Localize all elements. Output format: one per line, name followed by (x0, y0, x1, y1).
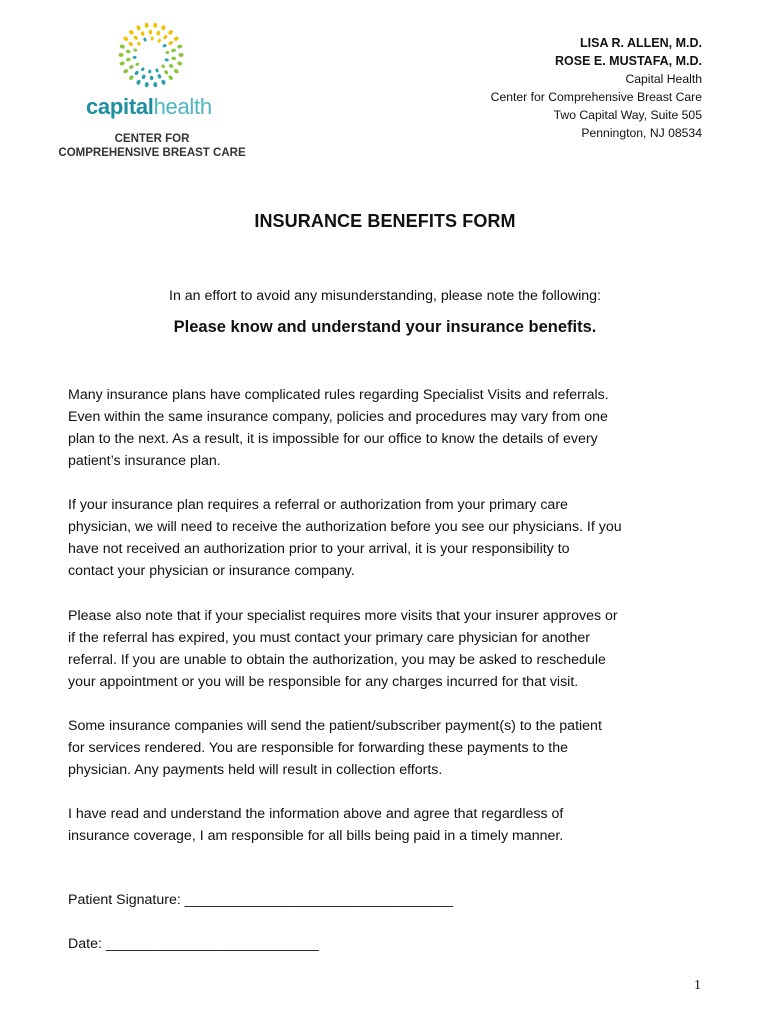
sunburst-dot (163, 69, 169, 75)
sunburst-dot (161, 64, 166, 69)
sunburst-dot (168, 63, 174, 68)
logo-wordmark-capital: capital (86, 94, 154, 119)
form-title: INSURANCE BENEFITS FORM (254, 211, 516, 231)
sunburst-dot (171, 48, 176, 52)
sunburst-dot (143, 37, 147, 42)
sunburst-dot (140, 67, 145, 72)
sunburst-dot (148, 69, 151, 73)
sunburst-dot (144, 22, 149, 28)
sunburst-dot (136, 25, 142, 31)
sunburst-dot (156, 30, 161, 35)
sunburst-dot (136, 79, 142, 85)
sunburst-dot (144, 82, 149, 88)
sunburst-dot (161, 25, 167, 31)
patient-signature-field[interactable]: Patient Signature: __________________________________ (68, 892, 454, 908)
sunburst-dot (167, 74, 173, 80)
logo-subtitle-line-2: COMPREHENSIVE BREAST CARE (58, 147, 246, 159)
doctor-name-1: LISA R. ALLEN, M.D. (580, 36, 702, 50)
date-field[interactable]: Date: ___________________________ (68, 936, 319, 952)
paragraph-specialist-rules: Many insurance plans have complicated rules regarding Specialist Visits and referrals. Even within the same insurance company, policies and procedures may vary from one plan to the next. As a result, it is impossible for our office to know the details of every patient’s insurance plan. (68, 387, 609, 469)
sunburst-dot (136, 41, 141, 46)
sunburst-dot (135, 62, 140, 67)
sunburst-dot (153, 22, 158, 28)
sunburst-dot (119, 44, 125, 49)
logo-subtitle (52, 132, 252, 160)
doctor-name-2: ROSE E. MUSTAFA, M.D. (555, 54, 702, 68)
logo-wordmark (86, 94, 212, 120)
sunburst-dot (167, 29, 173, 35)
sunburst-dot (126, 50, 131, 54)
sunburst-dot (128, 29, 134, 35)
intro-text: In an effort to avoid any misunderstanding, please note the following: (169, 288, 601, 304)
sunburst-dot (173, 68, 179, 74)
sunburst-dot (133, 48, 138, 52)
logo-wordmark-health: health (153, 94, 212, 119)
paragraph-payments: Some insurance companies will send the patient/subscriber payment(s) to the patient for services rendered. You are responsible for forwarding these payments to the physician. Any payments held will result in collection efforts. (68, 718, 602, 778)
sunburst-dot (150, 76, 154, 81)
sunburst-dot (178, 53, 183, 57)
sunburst-dot (132, 56, 136, 60)
sunburst-dot (119, 61, 125, 66)
office-address-block (491, 34, 702, 142)
sunburst-dot (165, 51, 169, 55)
sunburst-dot (149, 30, 153, 35)
organization-name: Capital Health (625, 72, 702, 86)
sunburst-dot (157, 74, 162, 80)
paragraph-acknowledgement: I have read and understand the information above and agree that regardless of insurance coverage, I am responsible for all bills being paid in a timely manner. (68, 806, 564, 844)
sunburst-dot (123, 68, 129, 74)
page-number: 1 (694, 978, 701, 993)
sunburst-dot (128, 74, 134, 80)
sunburst-dot (168, 40, 174, 45)
sunburst-dot (171, 56, 176, 60)
sunburst-dot (161, 79, 167, 85)
sunburst-dot (126, 57, 131, 61)
sunburst-dot (133, 35, 139, 41)
sunburst-dot (177, 44, 183, 49)
sunburst-dot (141, 74, 146, 79)
sunburst-dot (129, 64, 135, 69)
sunburst-logo-icon (116, 20, 186, 90)
logo-subtitle-line-1: CENTER FOR (114, 133, 190, 145)
sunburst-dot (155, 68, 159, 73)
sunburst-dot (134, 70, 140, 76)
sunburst-dot (163, 34, 169, 40)
capital-health-logo (52, 18, 252, 163)
department-name: Center for Comprehensive Breast Care (490, 90, 702, 104)
street-address: Two Capital Way, Suite 505 (553, 108, 702, 122)
sunburst-dot (151, 36, 154, 40)
paragraph-expired-referral: Please also note that if your specialist requires more visits that your insurer approves or if the referral has expired, you must contact your primary care physician for another referral. If you are unable to obtain the authorization, you may be asked to reschedule your appointment or you will be responsible for any charges incurred for that visit. (68, 608, 618, 690)
sunburst-dot (177, 61, 183, 66)
emphasis-text: Please know and understand your insurance benefits. (173, 318, 597, 336)
sunburst-dot (123, 36, 129, 42)
city-state-zip: Pennington, NJ 08534 (581, 126, 702, 140)
sunburst-dot (157, 38, 162, 43)
sunburst-dot (118, 53, 123, 57)
sunburst-dot (153, 82, 158, 88)
sunburst-dot (164, 58, 169, 62)
sunburst-dot (162, 43, 167, 48)
sunburst-dot (140, 31, 145, 37)
paragraph-referral-authorization: If your insurance plan requires a referral or authorization from your primary care physician, we will need to receive the authorization before you see our physicians. If you have not received an authorization prior to your arrival, it is your responsibility to contact your physician or insurance company. (68, 497, 622, 579)
sunburst-dot (128, 41, 134, 46)
sunburst-dot (173, 36, 179, 42)
